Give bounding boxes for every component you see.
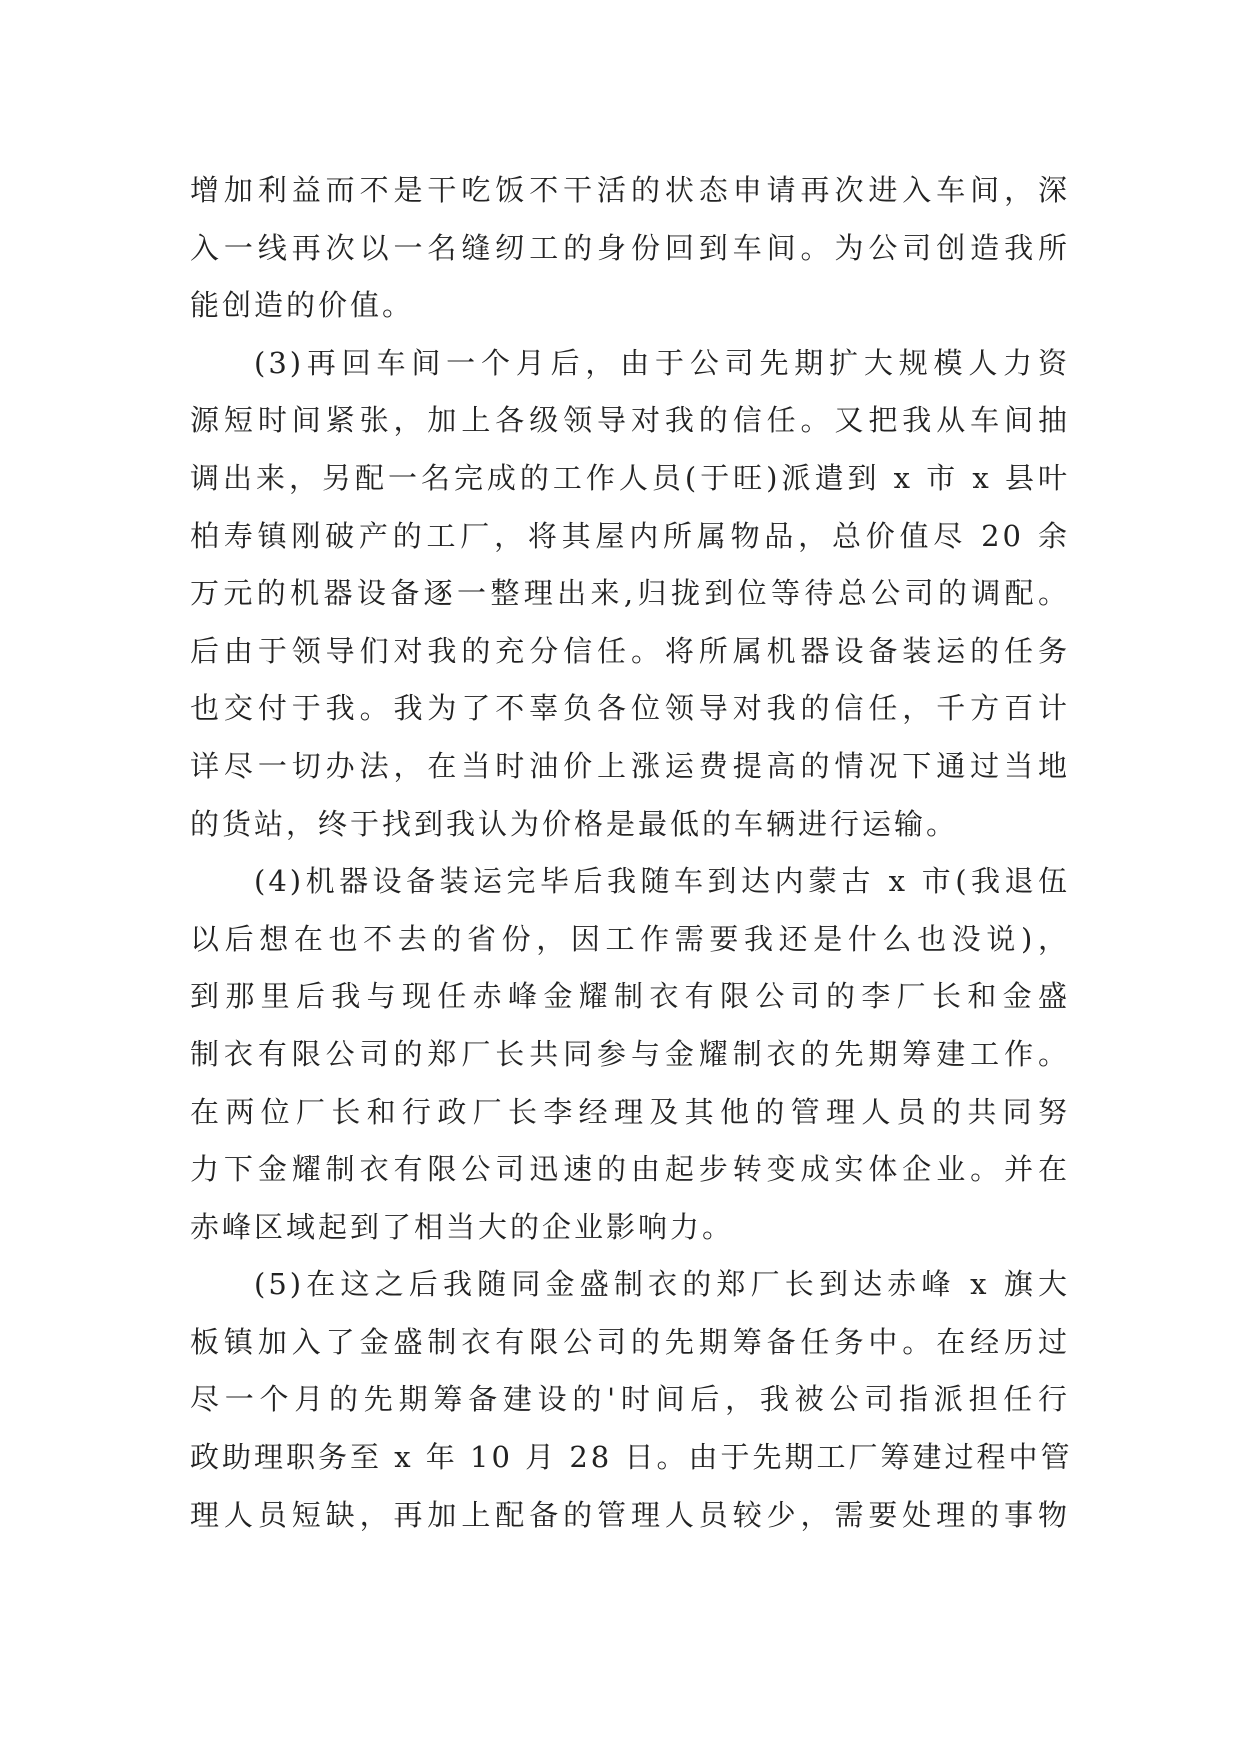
text-line: 板镇加入了金盛制衣有限公司的先期筹备任务中。在经历过: [190, 1324, 1070, 1359]
text-line: 也交付于我。我为了不辜负各位领导对我的信任，千方百计: [190, 691, 1070, 726]
text-line: 调出来，另配一名完成的工作人员(于旺)派遣到 x 市 x 县叶: [190, 460, 1070, 495]
text-line: 详尽一切办法，在当时油价上涨运费提高的情况下通过当地: [190, 748, 1070, 783]
text-line: 政助理职务至 x 年 10 月 28 日。由于先期工厂筹建过程中管: [190, 1440, 1073, 1475]
text-line: 入一线再次以一名缝纫工的身份回到车间。为公司创造我所: [190, 230, 1070, 265]
text-line: 万元的机器设备逐一整理出来,归拢到位等待总公司的调配。: [190, 576, 1070, 611]
text-line: (3)再回车间一个月后，由于公司先期扩大规模人力资: [254, 345, 1070, 380]
text-line: 以后想在也不去的省份，因工作需要我还是什么也没说)，: [190, 921, 1070, 956]
text-line: 尽一个月的先期筹备建设的'时间后，我被公司指派担任行: [190, 1382, 1070, 1417]
text-line: 赤峰区域起到了相当大的企业影响力。: [190, 1209, 735, 1244]
text-line: 增加利益而不是干吃饭不干活的状态申请再次进入车间，深: [190, 173, 1070, 207]
document-body: [190, 162, 1073, 1544]
text-line: 力下金耀制衣有限公司迅速的由起步转变成实体企业。并在: [190, 1152, 1070, 1187]
text-line: (4)机器设备装运完毕后我随车到达内蒙古 x 市(我退伍: [254, 864, 1070, 899]
text-line: 柏寿镇刚破产的工厂，将其屋内所属物品，总价值尽 20 余: [190, 518, 1070, 553]
text-line: 理人员短缺，再加上配备的管理人员较少，需要处理的事物: [190, 1497, 1070, 1532]
text-line: 的货站，终于找到我认为价格是最低的车辆进行运输。: [190, 806, 959, 841]
text-line: 源短时间紧张，加上各级领导对我的信任。又把我从车间抽: [190, 403, 1070, 438]
text-line: (5)在这之后我随同金盛制衣的郑厂长到达赤峰 x 旗大: [254, 1267, 1070, 1302]
text-line: 后由于领导们对我的充分信任。将所属机器设备装运的任务: [190, 633, 1070, 668]
text-line: 在两位厂长和行政厂长李经理及其他的管理人员的共同努: [190, 1094, 1070, 1129]
text-line: 到那里后我与现任赤峰金耀制衣有限公司的李厂长和金盛: [190, 979, 1070, 1014]
text-line: 能创造的价值。: [190, 288, 415, 323]
text-line: 制衣有限公司的郑厂长共同参与金耀制衣的先期筹建工作。: [190, 1036, 1070, 1071]
